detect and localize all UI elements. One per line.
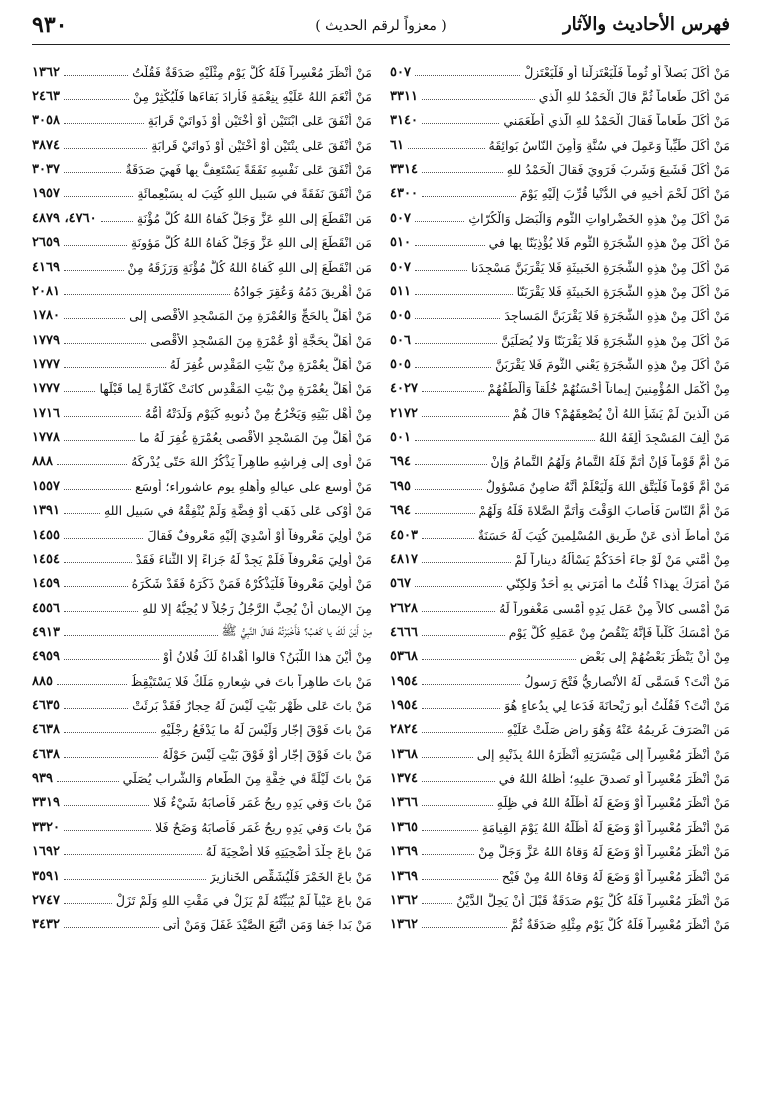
hadith-number: ٣٣١٩ [32,795,60,811]
index-entry [390,84,730,108]
hadith-number: ٥٠٦ [390,332,411,348]
entry-text: مَنْ أَنْظَرَ مُعْسِراً إِلى مَيْسَرَتِهِ أَنْظَرَهُ اللهُ بِذَنْبِهِ إِلى [476,746,730,762]
index-entry [32,425,372,449]
index-entry [390,645,730,669]
dot-leader [64,879,206,880]
index-entry [390,742,730,766]
hadith-number: ١٧٧٩ [32,332,60,348]
index-column-left [32,60,372,1080]
hadith-number: ٤٩١٣ [32,624,60,640]
entry-text: مِنْ أَكْمَلِ المُؤْمِنينَ إِيماناً أَحْسَنُهُمْ خُلُقاً وَأَلْطَفُهُمْ [487,381,730,397]
dot-leader [57,464,127,465]
entry-text: مَنْ أَلِفَ المَسْجِدَ أَلِفَهُ اللهُ [598,430,730,446]
dot-leader [64,927,159,928]
index-entry [390,693,730,717]
index-entry [390,60,730,84]
entry-text: مَنْ باتَ طاهِراً باتَ في شِعارِهِ مَلَكٌ فَلا يَسْتَيْقِظُ [130,673,372,689]
dot-leader [408,148,485,149]
hadith-number: ٦٩٤ [390,454,411,470]
entry-text: مَنْ باتَ لَيْلَةً في خِفَّةٍ مِنَ الطَّعامِ وَالشَّرابِ يُصَلِّي [122,771,372,787]
dot-leader [64,830,151,831]
entry-text: مَنْ أَمَّ النّاسَ فَأَصابَ الوَقْتَ وَأَتَمَّ الصَّلاةَ فَلَهُ وَلَهُمْ [478,503,730,519]
entry-text: مَنْ باتَ عَلى ظَهْرِ بَيْتٍ لَيْسَ لَهُ حِجارٌ فَقَدْ بَرِئَتْ [132,698,372,714]
index-entry [390,888,730,912]
hadith-number: ٢٠٨١ [32,283,60,299]
hadith-number: ٤٨١٧ [390,551,418,567]
entry-text: مَنْ أَنْظَرَ مُعْسِراً أَوْ وَضَعَ لَهُ أَظَلَّهُ اللهُ في ظِلِّهِ [496,795,730,811]
dot-leader [64,538,143,539]
index-entry [32,450,372,474]
dot-leader [64,732,156,733]
index-entry [32,157,372,181]
hadith-number: ٢٦٢٨ [390,600,418,616]
hadith-number: ٥٠٧ [390,64,411,80]
entry-text: مَنْ أَنْظَرَ مُعْسِراً أَوْ وَضَعَ لَهُ وَقاهُ اللهُ مِنْ فَيْحِ [501,868,730,884]
dot-leader [422,757,473,758]
dot-leader [64,196,133,197]
entry-text: مَنْ أَكَلَ طَعاماً فَقالَ الْحَمْدُ للهِ الَّذي أَطْعَمَني [503,113,730,129]
dot-leader [64,708,128,709]
dot-leader [422,196,516,197]
dot-leader [422,927,507,928]
index-entry [32,328,372,352]
index-entry [390,547,730,571]
dot-leader [422,123,499,124]
entry-text: مَنْ أَكَلَ مِنْ هذِهِ الشَّجَرَةِ الثُّومِ فَلا يُؤْذِيَنّا بِها في [488,235,730,251]
dot-leader [64,586,128,587]
hadith-number: ١٩٥٤ [390,673,418,689]
index-entry [390,450,730,474]
entry-text: مِنْ أُمَّتي مَنْ لَوْ جاءَ أَحَدَكُمْ يَسْأَلُهُ ديناراً لَمْ [514,551,730,567]
dot-leader [64,75,128,76]
dot-leader [422,854,474,855]
dot-leader [422,416,509,417]
entry-text: مَنْ أَكَلَ مِنْ هذِهِ الخَضْراواتِ الثُّومِ وَالْبَصَلِ وَالْكُرّاثِ [468,210,730,226]
dot-leader [64,99,129,100]
index-entry [390,231,730,255]
entry-text: مَنِ انْقَطَعَ إِلى اللهِ عَزَّ وَجَلَّ كَفاهُ اللهُ كُلَّ مُؤْنَةٍ [136,210,372,226]
entry-text: مَنْ أَنْظَرَ مُعْسِراً أو تَصدقَ عليهِ؛ أظلهُ اللهُ في [498,771,730,787]
entry-text: مَنِ الَّذينَ لَمْ يَشَأِ اللهُ أَنْ يُصْعِقَهُمْ؟ قالَ هُمْ [512,405,730,421]
hadith-number: ١٧١٦ [32,405,60,421]
dot-leader [422,391,484,392]
entry-text: مَنِ انْصَرَفَ غَريمُهُ عَنْهُ وَهُوَ راضٍ صَلَّتْ عَلَيْهِ [506,722,730,738]
dot-leader [64,294,230,295]
hadith-number: ٤٦٣٥ [32,698,60,714]
index-entry [390,791,730,815]
hadith-number: ٤٥٥٦ [32,600,60,616]
hadith-number: ٣٠٣٧ [32,162,60,178]
index-entry [32,377,372,401]
hadith-number: ٩٣٩ [32,771,53,787]
entry-text: مَنْ أَنْفَقَ نَفَقَةً في سَبيلِ اللهِ كُتِبَ له بِسَبْعِمائَةٍ [137,186,372,202]
index-entry [390,182,730,206]
dot-leader [415,294,513,295]
entry-text: مَنْ أُولِيَ مَعْروفاً فَلَمْ يَجِدْ لَهُ جَزاءً إِلا الثَّناءَ فَقَدْ [135,551,372,567]
dot-leader [415,318,500,319]
index-entry [32,401,372,425]
hadith-number: ١٣٩١ [32,503,60,519]
dot-leader [64,245,127,246]
dot-leader [64,489,131,490]
entry-text: مَنْ أَنْظَرَ مُعْسِراً فَلَهُ كُلَّ يَوْمٍ مِثْلَيْهِ صَدَقَةٌ فَقُلْتُ [132,64,372,80]
entry-text: مَنْ أَنْفَقَ عَلى بِنْتَيْنِ أَوْ أُخْتَيْنِ أَوْ ذَواتَيْ قَرابَةٍ [151,137,372,153]
entry-text: مَنْ أُهْريقَ دَمُهُ وَعُقِرَ جَوادُهُ [233,283,372,299]
hadith-number: ١٧٨٠ [32,308,60,324]
entry-text: مَنْ أَمْسى كالاً مِنْ عَمَلِ يَدِهِ أَمْسى مَغْفوراً لَهُ [499,600,730,616]
index-entry [390,304,730,328]
entry-text: مَنْ أَنْظَرَ مُعْسِراً فَلَهُ كُلَّ يَوْمٍ مِثْلِهِ صَدَقَةٌ ثُمَّ [510,917,730,933]
entry-text: مَنْ باتَ وَفي يَدِهِ ريحُ غَمَرٍ فَأَصابَهُ وَضَحٌ فَلا [155,819,372,835]
index-entry [32,231,372,255]
entry-text: مَنْ أَنْعَمَ اللهُ عَلَيْهِ بِنِعْمَةٍ فَأَرادَ بَقاءَها فَلْيُكْثِرْ مِنْ [132,89,372,105]
entry-text: مَنْ أَنْظَرَ مُعْسِراً فَلَهُ كُلَّ يَوْمٍ صَدَقَةٌ قَبْلَ أَنْ يَحِلَّ الدَّيْنُ [456,892,730,908]
dot-leader [422,879,498,880]
hadith-number: ١٣٧٤ [390,771,418,787]
index-entry [390,377,730,401]
index-entry [32,669,372,693]
hadith-number: ١٣٦٩ [390,868,418,884]
entry-text: مَنْ أَمَرَكَ بِهذا؟ قُلْتُ ما أَمَرَني بِهِ أَحَدٌ وَلكِنّي [505,576,730,592]
index-entry [390,620,730,644]
entry-text: مَنْ أَنْتَ؟ فَقُلْتُ أَبو رَيْحانَةَ فَدَعا لِي بِدُعاءٍ هُوَ [504,698,730,714]
hadith-number: ٤١٦٩ [32,259,60,275]
entry-text: مَنِ انْقَطَعَ إِلى اللهِ عَزَّ وَجَلَّ كَفاهُ اللهُ كُلَّ مَؤونَةٍ [130,235,372,251]
dot-leader [415,513,475,514]
index-entry [390,498,730,522]
entry-text: مَنْ أَهَلَّ بِالحَجِّ وَالعُمْرَةِ مِنَ المَسْجِدِ الأَقْصى إِلى [129,308,372,324]
hadith-number: ٢٧٤٧ [32,892,60,908]
entry-text: مَنْ أَكَلَ فَشَبِعَ وَشَرِبَ فَرَوِيَ فَقالَ الْحَمْدُ للهِ [506,162,730,178]
hadith-number: ٥٦٧ [390,576,411,592]
entry-text: مِنْ أَيْنَ هذا اللَّبَنُ؟ قالوا أَهْداهُ لَكَ فُلانُ أَوْ [162,649,372,665]
entry-text: مَنْ باتَ وَفي يَدِهِ ريحُ غَمَرٍ فَأَصابَهُ شَيْءٌ فَلا [153,795,372,811]
index-entry [32,255,372,279]
hadith-number: ٣٣٢٠ [32,819,60,835]
dot-leader [415,270,467,271]
dot-leader [422,659,576,660]
hadith-number: ٤٥٠٣ [390,527,418,543]
hadith-number: ٦١ [390,137,404,153]
index-entry [390,255,730,279]
entry-text: مَنْ أَكَلَ لَحْمَ أَخيهِ في الدُّنْيا قُرِّبَ إِلَيْهِ يَوْمَ [519,186,730,202]
hadith-number: ١٤٥٤ [32,551,60,567]
dot-leader [422,732,503,733]
index-entry [390,133,730,157]
index-entry [390,815,730,839]
hadith-number: ٥١٠ [390,235,411,251]
index-entry [32,596,372,620]
index-entry [32,840,372,864]
dot-leader [415,464,487,465]
dot-leader [57,781,119,782]
hadith-number: ١٦٩٢ [32,844,60,860]
entry-text: مَنْ أَنْظَرَ مُعْسِراً أَوْ وَضَعَ لَهُ أَظَلَّهُ اللهُ يَوْمَ القِيامَةِ [481,819,730,835]
dot-leader [422,562,511,563]
hadith-number: ٦٩٤ [390,503,411,519]
index-entry [390,523,730,547]
index-entry [390,766,730,790]
index-entry [32,109,372,133]
index-entry [32,572,372,596]
hadith-number: ١٣٦٦ [390,795,418,811]
index-entry [32,913,372,937]
entry-text: مِنْ أَهْلِ بَيْتِهِ وَيَخْرُجُ مِنْ ذُنوبِهِ كَيَوْمِ وَلَدَتْهُ أُمُّهُ [144,405,372,421]
hadith-number: ٨٨٥ [32,673,53,689]
entry-text: مَنْ أُولِيَ مَعْروفاً أَوْ أُسْدِيَ إِلَيْهِ مَعْروفٌ فَقالَ [147,527,372,543]
hadith-number: ٢٤٦٣ [32,89,60,105]
dot-leader [64,172,121,173]
dot-leader [64,416,141,417]
entry-text: مَنْ أَهَلَّ بِحَجَّةٍ أَوْ عُمْرَةٍ مِنَ المَسْجِدِ الأَقْصى [150,332,372,348]
dot-leader [415,367,491,368]
hadith-number: ٤٦٦٦ [390,624,418,640]
entry-text: مَنْ أَكَلَ مِنْ هذِهِ الشَّجَرَةِ يَعْني الثُّومَ فَلا يَقْرَبَنَّ [495,356,730,372]
index-entry [32,864,372,888]
dot-leader [64,513,100,514]
hadith-number: ١٣٦٢ [390,917,418,933]
hadith-number: ٣٥٩١ [32,868,60,884]
hadith-number: ٤٠٢٧ [390,381,418,397]
hadith-number: ١٣٦٥ [390,819,418,835]
entry-text: مَنْ باتَ فَوْقَ إِجّارٍ وَلَيْسَ لَهُ ما يَدْفَعُ رِجْلَيْهِ [160,722,372,738]
dot-leader [415,343,497,344]
entry-text: مَنْ أَماطَ أَذى عَنْ طَريقِ المُسْلِمينَ كُتِبَ لَهُ حَسَنَةٌ [477,527,730,543]
index-entry [32,304,372,328]
entry-text: مَنْ أَهَلَّ بِعُمْرَةٍ مِنْ بَيْتِ المَقْدِسِ غُفِرَ لَهُ [169,356,372,372]
index-entry [32,84,372,108]
dot-leader [64,318,125,319]
index-entry [390,840,730,864]
entry-text: مِنْ أَيْنَ لَكَ يا كَعْبُ؟ فَأَخْبَرْتُهُ فَقالَ النَّبِيُّ ﷺ [221,622,372,638]
index-entry [390,279,730,303]
entry-text: مَنْ أُولِيَ مَعْروفاً فَلْيَذْكُرْهُ فَمَنْ ذَكَرَهُ فَقَدْ شَكَرَهُ [131,576,372,592]
page-number: ٩٣٠ [32,12,68,38]
hadith-number: ٥٠٥ [390,308,411,324]
dot-leader [64,659,159,660]
index-entry [390,572,730,596]
hadith-number: ١٧٧٧ [32,356,60,372]
dot-leader [57,684,127,685]
index-entry [32,693,372,717]
hadith-number: ٤٧٦٠، ٤٨٧٩ [32,210,97,226]
entry-text: مَنْ أَكَلَ بَصلاً أو ثُوماً فَلْيَعْتَزِلْنا أو فَلْيَعْتَزِلْ [524,64,730,80]
dot-leader [422,903,452,904]
entry-text: مَنْ أَنْظَرَ مُعْسِراً أَوْ وَضَعَ لَهُ وَقاهُ اللهُ عَزَّ وَجَلَّ مِنْ [478,844,730,860]
dot-leader [64,367,166,368]
hadith-number: ٣٤٣٢ [32,917,60,933]
index-entry [390,596,730,620]
dot-leader [64,611,138,612]
dot-leader [64,635,218,636]
dot-leader [415,440,595,441]
index-entry [390,401,730,425]
header-rule [32,44,730,45]
dot-leader [64,805,149,806]
dot-leader [64,270,124,271]
hadith-number: ٥١١ [390,283,411,299]
index-entry [32,547,372,571]
entry-text: مَنْ أَكَلَ طَيِّباً وَعَمِلَ في سُنَّةٍ وَأَمِنَ النّاسُ بَوائِقَهُ [488,137,730,153]
index-entry [32,133,372,157]
index-column-right [390,60,730,1080]
dot-leader [422,538,474,539]
entry-text: مَنْ أَوْكى عَلى ذَهَبٍ أَوْ فِضَّةٍ وَلَمْ يُنْفِقْهُ في سَبيلِ اللهِ [103,503,372,519]
hadith-number: ١٣٦٨ [390,746,418,762]
dot-leader [422,172,503,173]
dot-leader [422,611,495,612]
hadith-number: ٥٠٥ [390,356,411,372]
hadith-number: ٤٣٠٠ [390,186,418,202]
hadith-number: ١٩٥٤ [390,698,418,714]
index-entry [32,718,372,742]
entry-text: مِنْ أَنْ يَنْظُرَ بَعْضُهُمْ إِلى بَعْضٍ [579,649,730,665]
hadith-number: ٣٨٧٤ [32,137,60,153]
dot-leader [64,123,144,124]
index-entry [32,815,372,839]
index-entry [390,206,730,230]
hadith-number: ٢١٧٢ [390,405,418,421]
index-entry [32,279,372,303]
entry-text: مَنْ بَدا جَفا وَمَنِ اتَّبَعَ الصَّيْدَ غَفَلَ وَمَنْ أَتى [162,917,372,933]
index-entry [390,913,730,937]
index-entry [32,498,372,522]
entry-text: مَنْ أَكَلَ طَعاماً ثُمَّ قالَ الْحَمْدُ للهِ الَّذي [538,89,730,105]
hadith-number: ٢٦٥٩ [32,235,60,251]
dot-leader [64,391,96,392]
hadith-number: ٥٠١ [390,430,411,446]
hadith-number: ٣٣١١ [390,89,418,105]
index-entry [390,352,730,376]
hadith-number: ١٩٥٧ [32,186,60,202]
dot-leader [422,781,495,782]
entry-text: مَنْ أَكَلَ مِنْ هذِهِ الشَّجَرَةِ الخَبيثَةِ فَلا يَقْرَبَنّا [516,283,730,299]
hadith-number: ١٧٧٧ [32,381,60,397]
entry-text: مَنْ أَهَلَّ بِعُمْرَةٍ مِنْ بَيْتِ المَقْدِسِ كانَتْ كَفّارَةً لِما قَبْلَها [99,381,372,397]
dot-leader [64,854,202,855]
dot-leader [64,148,147,149]
hadith-number: ٢٨٢٤ [390,722,418,738]
dot-leader [64,903,112,904]
index-entry [32,620,372,644]
index-entry [32,352,372,376]
dot-leader [422,99,535,100]
hadith-number: ٤٦٣٨ [32,722,60,738]
index-entry [390,109,730,133]
entry-text: مَنْ أَمْسَكَ كَلْباً فَإِنَّهُ يَنْقُصُ مِنْ عَمَلِهِ كُلَّ يَوْمٍ [508,624,730,640]
entry-text: مَنْ أَكَلَ مِنْ هذِهِ الشَّجَرَةِ الخَبيثَةِ فَلا يَقْرَبَنَّ مَسْجِدَنا [470,259,730,275]
dot-leader [101,221,133,222]
hadith-number: ١٣٦٢ [390,892,418,908]
hadith-number: ١٤٥٥ [32,527,60,543]
entry-text: مَنْ أَوى إِلى فِراشِهِ طاهِراً يَذْكُرُ اللهَ حَتّى يُدْرِكَهُ [131,454,372,470]
hadith-number: ٣٠٥٨ [32,113,60,129]
hadith-number: ١٧٧٨ [32,430,60,446]
hadith-number: ١٣٦٩ [390,844,418,860]
entry-text: مَنْ أَمَّ قَوْماً فَإِنْ أَتَمَّ فَلَهُ التَّمامُ وَلَهُمُ التَّمامُ وَإِنْ [490,454,730,470]
dot-leader [422,830,478,831]
entry-text: مَنْ باعَ جِلْدَ أُضْحِيَتِهِ فَلا أُضْحِيَةَ لَهُ [205,844,372,860]
dot-leader [64,757,158,758]
dot-leader [415,586,502,587]
hadith-number: ٣١٤٠ [390,113,418,129]
dot-leader [415,221,464,222]
entry-text: مَنْ باعَ الخَمْرَ فَلْيُشَقِّصِ الخَنازيرَ [209,868,372,884]
entry-text: مَنْ أَنْفَقَ عَلى ابْنَتَيْنِ أَوْ أُخْتَيْنِ أَوْ ذَواتَيْ قَرابَةٍ [147,113,372,129]
index-entry [390,864,730,888]
hadith-number: ٥٠٧ [390,259,411,275]
entry-text: مَنْ أَكَلَ مِنْ هذِهِ الشَّجَرَةِ فَلا يَقْرَبَنَّ المَساجِدَ [504,308,730,324]
dot-leader [64,343,146,344]
index-entry [32,474,372,498]
index-entry [32,206,372,230]
dot-leader [422,684,520,685]
index-entry [390,157,730,181]
hadith-number: ١٥٥٧ [32,478,60,494]
dot-leader [422,805,493,806]
dot-leader [64,440,135,441]
hadith-number: ٦٩٥ [390,478,411,494]
entry-text: مَنِ انْقَطَعَ إِلى اللهِ كَفاهُ اللهُ كُلَّ مُؤْنَةٍ وَرَزَقَهُ مِنْ [127,259,372,275]
hadith-number: ٤٦٣٨ [32,746,60,762]
index-entry [390,474,730,498]
entry-text: مَنْ أَكَلَ مِنْ هذِهِ الشَّجَرَةِ فَلا يَقْرَبَنّا وَلا يُصَلِّيَنَّ [501,332,730,348]
index-subtitle: ( معزواً لرقم الحديث ) [315,18,447,34]
entry-text: مَنْ باتَ فَوْقَ إِجّارٍ أَوْ فَوْقَ بَيْتٍ لَيْسَ حَوْلَهُ [162,746,372,762]
entry-text: مَنْ أَهَلَّ مِنَ المَسْجِدِ الأَقْصى بِعُمْرَةٍ غُفِرَ لَهُ ما [139,430,372,446]
index-entry [32,791,372,815]
dot-leader [422,635,505,636]
dot-leader [64,562,132,563]
index-entry [32,523,372,547]
index-entry [32,60,372,84]
dot-leader [415,245,485,246]
hadith-number: ٨٨٨ [32,454,53,470]
dot-leader [422,708,500,709]
index-entry [32,888,372,912]
hadith-number: ١٣٦٢ [32,64,60,80]
index-entry [390,669,730,693]
dot-leader [415,489,482,490]
entry-text: مَنْ أَنْفَقَ عَلى نَفْسِهِ نَفَقَةً يَسْتَعِفُّ بِها فَهِيَ صَدَقَةٌ [125,162,372,178]
index-entry [390,328,730,352]
entry-text: مَنْ أَنْتَ؟ فَسَمَّى لَهُ الأَنْصارِيُّ فَتْحَ رَسولُ [524,673,730,689]
entry-text: مَنْ أَمَّ قَوْماً فَلْيَتَّقِ اللهَ وَلْيَعْلَمْ أَنَّهُ ضامِنٌ مَسْؤولٌ [485,478,730,494]
hadith-number: ٤٩٥٩ [32,649,60,665]
index-entry [32,182,372,206]
index-entry [32,766,372,790]
index-entry [390,718,730,742]
entry-text: مِنَ الإِيمانِ أَنْ يُحِبَّ الرَّجُلُ رَجُلاً لا يُحِبُّهُ إِلا للهِ [142,600,372,616]
entry-text: مَنْ باعَ عَيْباً لَمْ يُبَيِّنْهُ لَمْ يَزَلْ في مَقْتِ اللهِ وَلَمْ تَزَلْ [115,892,372,908]
hadith-number: ٣٣١٤ [390,162,418,178]
hadith-number: ١٤٥٩ [32,576,60,592]
entry-text: مَنْ أوسع على عيالهِ وأهلهِ يوم عاشوراء؛ أوسَع [134,478,372,494]
index-entry [32,742,372,766]
dot-leader [415,75,520,76]
hadith-number: ٥٠٧ [390,210,411,226]
index-entry [390,425,730,449]
index-entry [32,645,372,669]
index-title: فهرس الأحاديث والآثار [562,14,730,35]
hadith-number: ٥٣٦٨ [390,649,418,665]
